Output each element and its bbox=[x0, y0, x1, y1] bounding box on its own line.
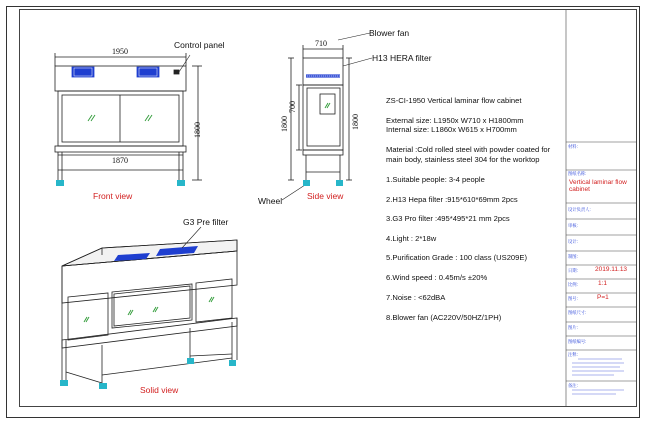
dim-front-width: 1950 bbox=[112, 47, 128, 56]
tb-scale-label: 比例: bbox=[568, 282, 578, 287]
front-prefilter-left bbox=[72, 67, 94, 77]
tb-review-label: 审核: bbox=[568, 223, 578, 228]
blower-fan-label: Blower fan bbox=[369, 28, 410, 38]
spec-item-6: 6.Wind speed : 0.45m/s ±20% bbox=[386, 273, 488, 282]
pre-filter-label: G3 Pre filter bbox=[183, 217, 229, 227]
spec-item-7: 7.Noise : <62dBA bbox=[386, 293, 446, 302]
tb-image-label: 图片: bbox=[568, 325, 578, 330]
front-view-caption: Front view bbox=[93, 191, 133, 201]
spec-external-size: External size: L1950x W710 x H1800mm bbox=[386, 116, 524, 125]
solid-view-caption: Solid view bbox=[140, 385, 179, 395]
front-prefilter-right bbox=[137, 67, 159, 77]
tb-designer-label: 设计负责人: bbox=[568, 207, 591, 212]
dim-front-inner-width: 1870 bbox=[112, 156, 128, 165]
spec-item-2: 2.H13 Hepa filter :915*610*69mm 2pcs bbox=[386, 195, 518, 204]
solid-view-drawing bbox=[62, 240, 237, 383]
dim-front-height: 1800 bbox=[193, 122, 202, 138]
tb-design-label: 设计: bbox=[568, 239, 578, 244]
spec-item-3: 3.G3 Pro filter :495*495*21 mm 2pcs bbox=[386, 214, 510, 223]
tb-date-value: 2019.11.13 bbox=[595, 266, 628, 273]
dim-side-height-inner: 1800 bbox=[351, 114, 360, 130]
tb-scale-value: 1:1 bbox=[598, 280, 608, 287]
tb-number-label: 图纸编号: bbox=[568, 339, 587, 344]
spec-item-1: 1.Suitable people: 3-4 people bbox=[386, 175, 485, 184]
front-wheels bbox=[56, 180, 185, 186]
wheel-label: Wheel bbox=[258, 196, 283, 206]
side-view-caption: Side view bbox=[307, 191, 344, 201]
side-filters bbox=[306, 74, 340, 78]
tb-remarks-label: 备注: bbox=[568, 383, 578, 388]
dim-side-depth: 710 bbox=[315, 39, 327, 48]
tb-size-label: 图纸尺寸: bbox=[568, 310, 587, 315]
side-glass-mark bbox=[325, 103, 330, 108]
spec-item-8: 8.Blower fan (AC220V/50HZ/1PH) bbox=[386, 313, 502, 322]
tb-date-label: 日期: bbox=[568, 268, 578, 273]
spec-item-4: 4.Light : 2*18w bbox=[386, 234, 437, 243]
spec-material-line2: main body, stainless steel 304 for the worktop bbox=[386, 155, 540, 164]
spec-item-5: 5.Purification Grade : 100 class (US209E) bbox=[386, 253, 527, 262]
control-panel-label: Control panel bbox=[174, 40, 225, 50]
tb-name-value: Vertical laminar flow cabinet bbox=[569, 179, 627, 193]
tb-name-label: 图纸名称: bbox=[568, 171, 587, 176]
tb-material-label: 材料: bbox=[568, 144, 578, 149]
spec-model: ZS-CI-1950 Vertical laminar flow cabinet bbox=[386, 96, 522, 105]
solid-glass-marks bbox=[84, 297, 214, 322]
spec-internal-size: Internal size: L1860x W615 x H700mm bbox=[386, 125, 517, 134]
spec-material-line1: Material :Cold rolled steel with powder coated for bbox=[386, 145, 551, 154]
tb-draft-label: 制图: bbox=[568, 254, 578, 259]
tb-notes-label: 注释: bbox=[568, 352, 578, 357]
hepa-filter-label: H13 HERA filter bbox=[372, 53, 432, 63]
dim-side-height-outer: 1800 bbox=[280, 116, 289, 132]
side-wheels bbox=[303, 180, 343, 186]
tb-page-value: P=1 bbox=[597, 294, 609, 301]
front-view-drawing bbox=[55, 53, 202, 180]
tb-page-label: 图号: bbox=[568, 296, 578, 301]
dim-side-work-height: 700 bbox=[288, 101, 297, 113]
